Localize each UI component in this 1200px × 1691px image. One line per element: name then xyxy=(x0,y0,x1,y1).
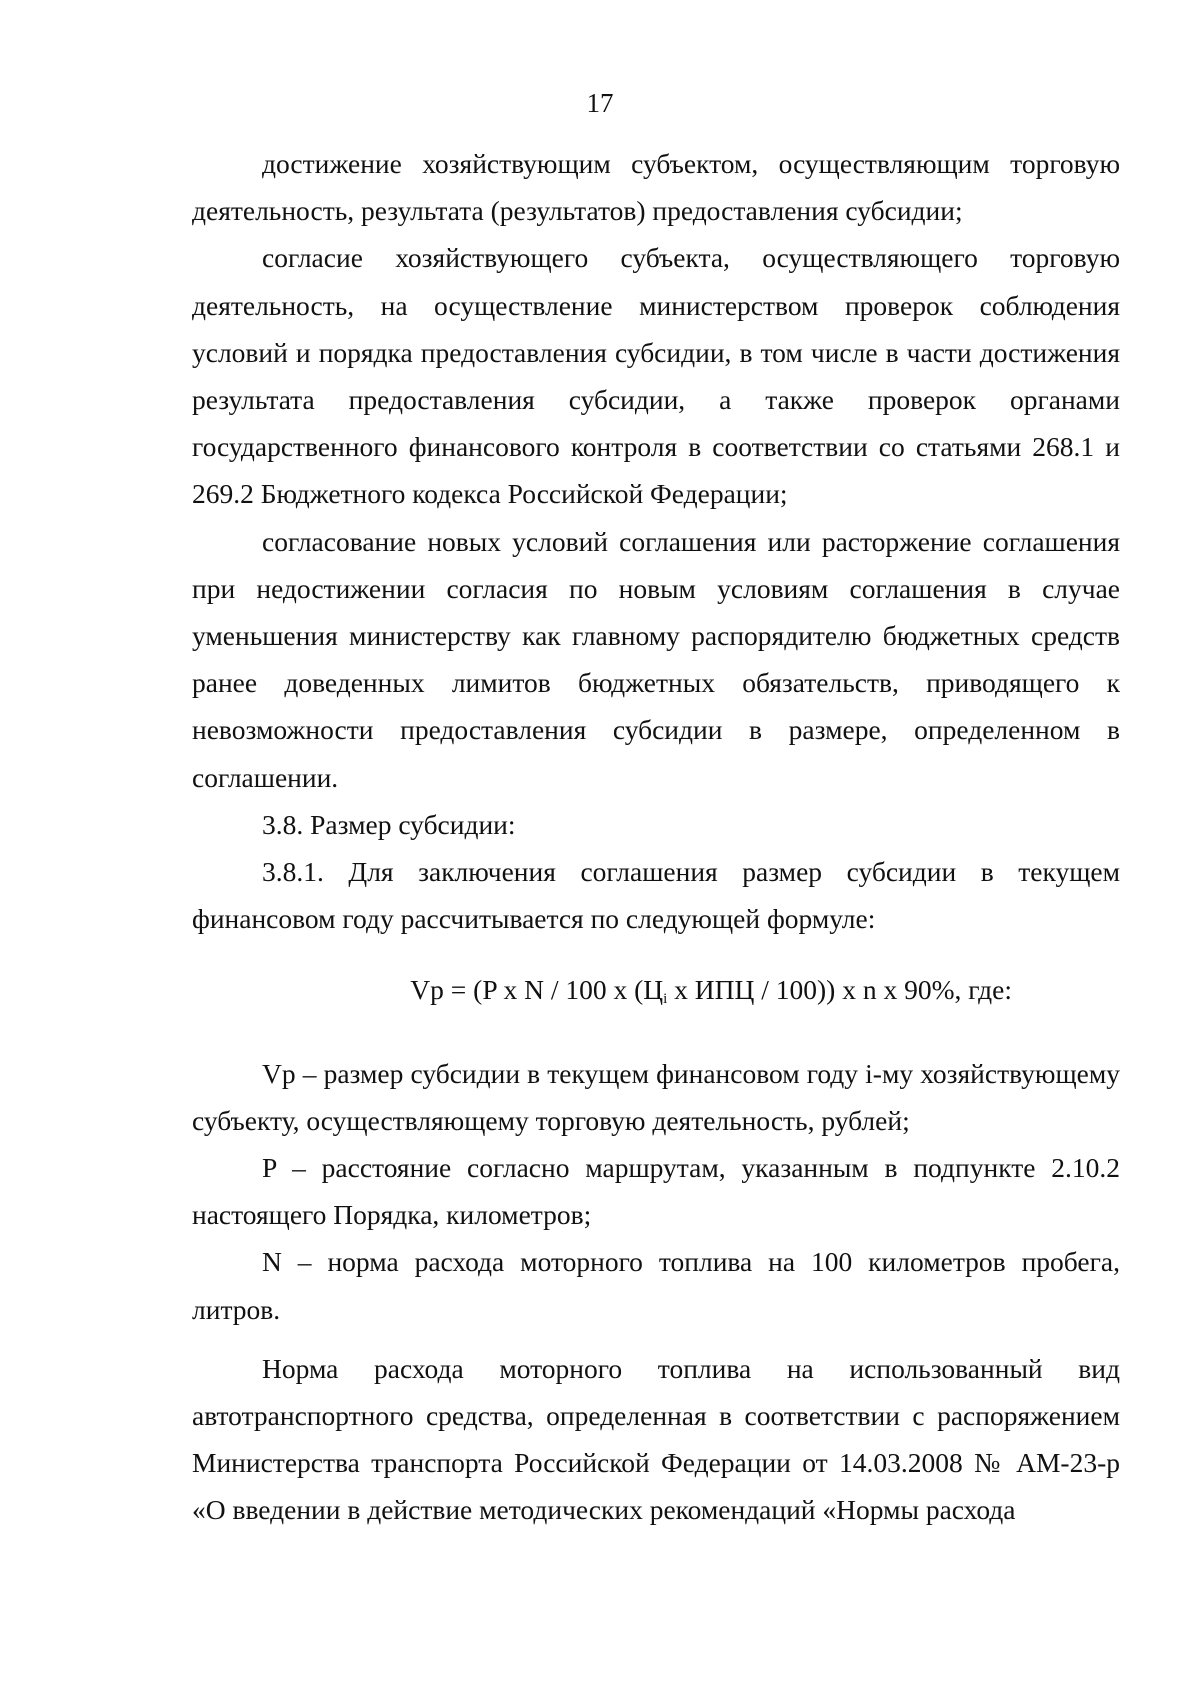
subsidy-formula xyxy=(192,966,1120,1023)
formula-part-1: Vp = (P x N / 100 x (Ц xyxy=(410,974,664,1006)
section-heading-3-8: 3.8. Размер субсидии: xyxy=(262,808,516,840)
document-body xyxy=(192,140,1120,1534)
paragraph-consent-inspections: согласие хозяйствующего субъекта, осуществляющего торговую деятельность, на осуществление министерством проверок соблюдения условий и порядка предоставления субсидии, в том числе в части достижения результата предоставления субсидии, а также проверок органами государственного финансового контроля в соответствии со статьями 268.1 и 269.2 Бюджетного кодекса Российской Федерации; xyxy=(192,242,1120,510)
paragraph-fuel-norm: Норма расхода моторного топлива на использованный вид автотранспортного средства, определенная в соответствии с распоряжением Министерства транспорта Российской Федерации от 14.03.2008 № АМ-23-р «О введении в действие методических рекомендаций «Нормы расхода xyxy=(192,1352,1120,1526)
definition-n: N – норма расхода моторного топлива на 100 километров пробега, литров. xyxy=(192,1246,1120,1325)
page-number: 17 xyxy=(586,88,614,118)
formula-subscript: i xyxy=(663,991,668,1008)
definition-p: P – расстояние согласно маршрутам, указанным в подпункте 2.10.2 настоящего Порядка, километров; xyxy=(192,1152,1120,1231)
definition-vp: Vp – размер субсидии в текущем финансовом году i-му хозяйствующему субъекту, осуществляющему торговую деятельность, рублей; xyxy=(192,1057,1120,1136)
paragraph-3-8-1: 3.8.1. Для заключения соглашения размер субсидии в текущем финансовом году рассчитывается по следующей формуле: xyxy=(192,856,1120,935)
paragraph-result-achievement: достижение хозяйствующим субъектом, осуществляющим торговую деятельность, результата (результатов) предоставления субсидии; xyxy=(192,148,1120,227)
paragraph-agreement-amendment: согласование новых условий соглашения или расторжение соглашения при недостижении согласия по новым условиям соглашения в случае уменьшения министерству как главному распорядителю бюджетных средств ранее доведенных лимитов бюджетных обязательств, приводящего к невозможности предоставления субсидии в размере, определенном в соглашении. xyxy=(192,525,1120,793)
formula-part-2: x ИПЦ / 100)) x n x 90%, где: xyxy=(667,974,1012,1006)
